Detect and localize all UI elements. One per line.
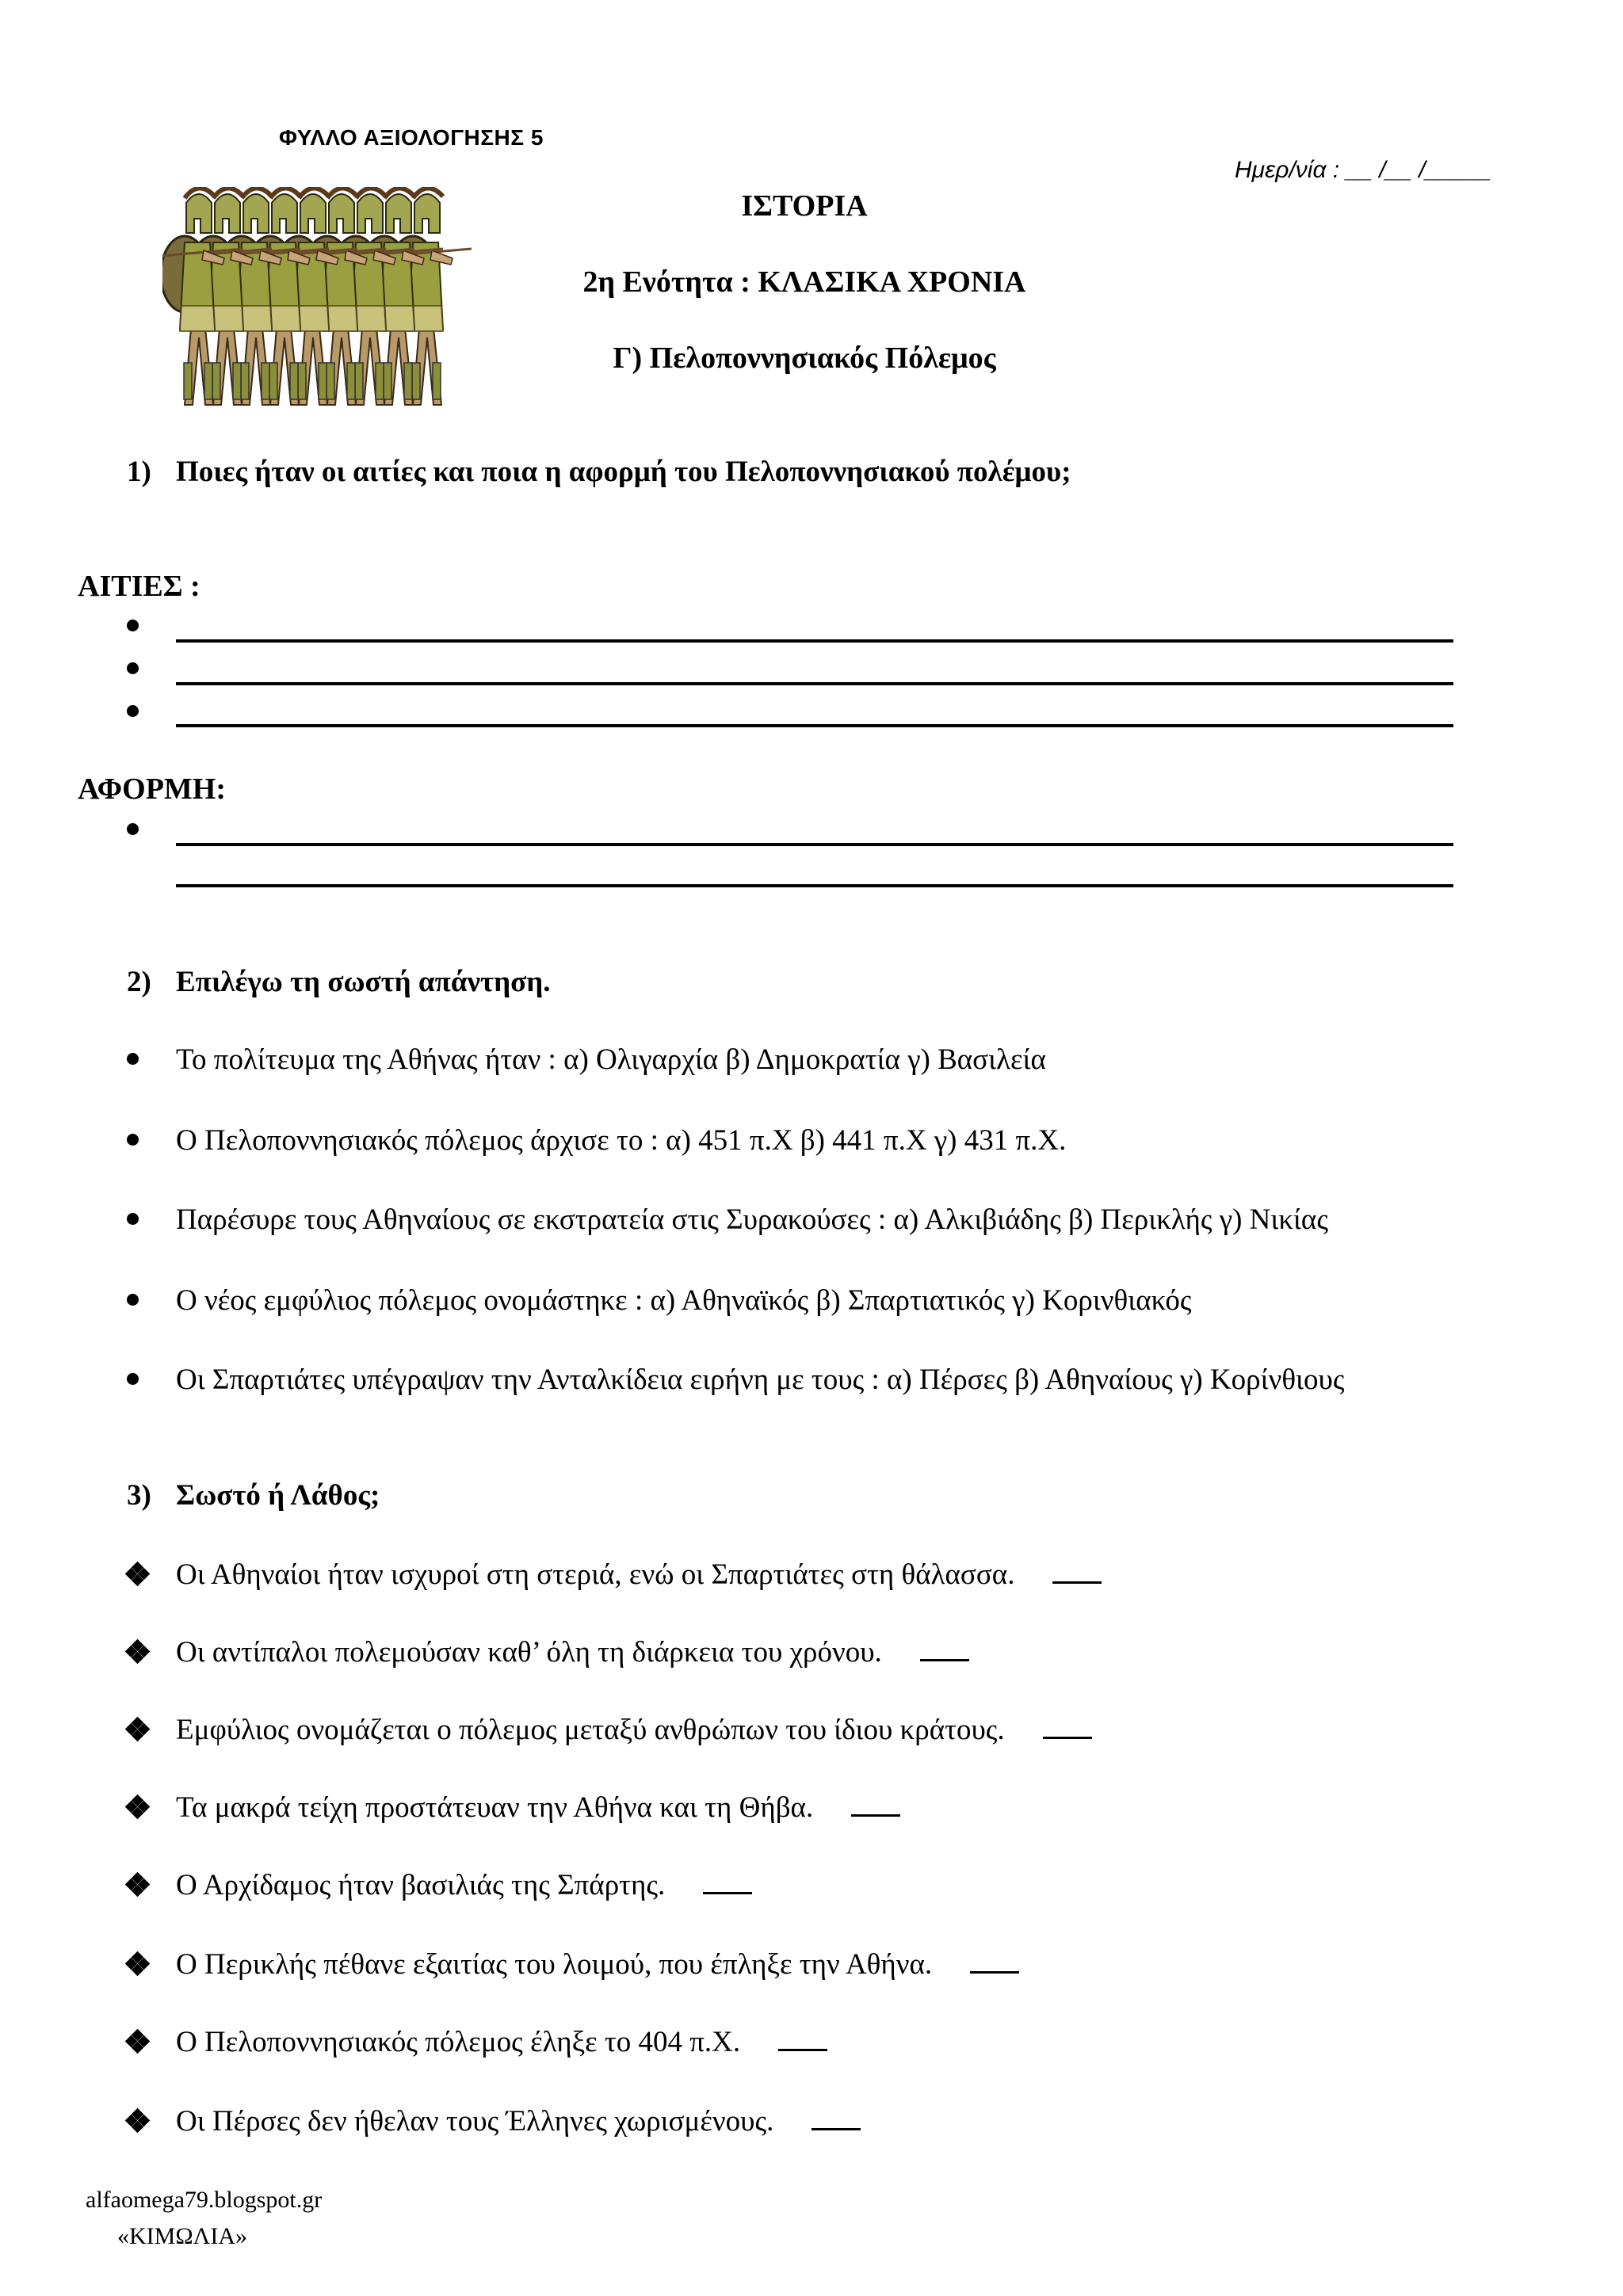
item-text: Οι Αθηναίοι ήταν ισχυροί στη στεριά, ενώ οι Σπαρτιάτες στη θάλασσα. bbox=[176, 1558, 1015, 1591]
true-false-item bbox=[127, 1868, 752, 1902]
question-1 bbox=[127, 455, 1071, 489]
item-text: Οι Σπαρτιάτες υπέγραψαν την Ανταλκίδεια ειρήνη με τους : α) Πέρσες β) Αθηναίους γ) Κορίνθιους bbox=[176, 1363, 1345, 1396]
question-text: Σωστό ή Λάθος; bbox=[176, 1479, 380, 1512]
item-text: Το πολίτευμα της Αθήνας ήταν : α) Ολιγαρχία β) Δημοκρατία γ) Βασιλεία bbox=[176, 1043, 1046, 1076]
multiple-choice-item[interactable] bbox=[127, 1203, 1328, 1237]
question-text: Επιλέγω τη σωστή απάντηση. bbox=[176, 966, 551, 998]
item-text: Ο Πελοποννησιακός πόλεμος έληξε το 404 π.Χ. bbox=[176, 2026, 741, 2058]
diamond-bullet-icon bbox=[127, 1563, 149, 1585]
question-text: Ποιες ήταν οι αιτίες και ποια η αφορμή του Πελοποννησιακού πολέμου; bbox=[176, 456, 1071, 488]
item-text: Ο Περικλής πέθανε εξαιτίας του λοιμού, που έπληξε την Αθήνα. bbox=[176, 1948, 933, 1981]
question-number: 3) bbox=[127, 1479, 151, 1512]
diamond-bullet-icon bbox=[127, 1641, 149, 1663]
bullet bbox=[127, 1213, 139, 1225]
footer-blog: alfaomega79.blogspot.gr bbox=[86, 2187, 323, 2213]
item-text: Οι Πέρσες δεν ήθελαν τους Έλληνες χωρισμένους. bbox=[176, 2105, 774, 2138]
subject-title: ΙΣΤΟΡΙΑ bbox=[741, 189, 868, 223]
date-field: Ημερ/νία : __ /__ /_____ bbox=[1235, 157, 1492, 183]
diamond-bullet-icon bbox=[127, 1874, 149, 1896]
question-2 bbox=[127, 965, 551, 999]
bullet bbox=[127, 1294, 139, 1306]
bullet bbox=[127, 620, 139, 631]
true-false-item bbox=[127, 1947, 1019, 1981]
diamond-bullet-icon bbox=[127, 1796, 149, 1818]
item-text: Παρέσυρε τους Αθηναίους σε εκστρατεία στις Συρακούσες : α) Αλκιβιάδης β) Περικλής γ) Νικίας bbox=[176, 1203, 1328, 1236]
item-text: Ο Πελοποννησιακός πόλεμος άρχισε το : α) 451 π.Χ β) 441 π.Χ γ) 431 π.Χ. bbox=[176, 1124, 1067, 1157]
bullet bbox=[127, 1134, 139, 1146]
answer-blank[interactable] bbox=[703, 1868, 752, 1894]
multiple-choice-item[interactable] bbox=[127, 1043, 1046, 1077]
answer-line[interactable] bbox=[176, 724, 1453, 727]
bullet bbox=[127, 823, 139, 835]
trigger-heading: ΑΦΟΡΜΗ: bbox=[78, 772, 227, 806]
item-text: Ο νέος εμφύλιος πόλεμος ονομάστηκε : α) Αθηναϊκός β) Σπαρτιατικός γ) Κορινθιακός bbox=[176, 1284, 1192, 1317]
question-number: 2) bbox=[127, 966, 151, 998]
diamond-bullet-icon bbox=[127, 1718, 149, 1741]
answer-line[interactable] bbox=[176, 639, 1453, 643]
answer-blank[interactable] bbox=[970, 1947, 1019, 1974]
footer-name: «ΚΙΜΩΛΙΑ» bbox=[117, 2223, 248, 2249]
true-false-item bbox=[127, 2104, 861, 2138]
true-false-item bbox=[127, 1713, 1092, 1747]
diamond-bullet-icon bbox=[127, 2110, 149, 2132]
multiple-choice-item[interactable] bbox=[127, 1363, 1344, 1397]
answer-line[interactable] bbox=[176, 843, 1453, 846]
true-false-item bbox=[127, 1791, 900, 1825]
answer-blank[interactable] bbox=[851, 1791, 900, 1817]
true-false-item bbox=[127, 1635, 969, 1669]
answer-line[interactable] bbox=[176, 884, 1453, 887]
true-false-item bbox=[127, 1558, 1102, 1592]
answer-line[interactable] bbox=[176, 682, 1453, 685]
causes-heading: ΑΙΤΙΕΣ : bbox=[78, 570, 200, 603]
multiple-choice-item[interactable] bbox=[127, 1283, 1192, 1318]
item-text: Ο Αρχίδαμος ήταν βασιλιάς της Σπάρτης. bbox=[176, 1869, 666, 1901]
answer-blank[interactable] bbox=[1052, 1558, 1102, 1584]
question-3 bbox=[127, 1478, 380, 1512]
worksheet-label: ΦΥΛΛΟ ΑΞΙΟΛΟΓΗΣΗΣ 5 bbox=[279, 125, 544, 150]
bullet bbox=[127, 662, 139, 674]
diamond-bullet-icon bbox=[127, 1953, 149, 1975]
unit-title: 2η Ενότητα : ΚΛΑΣΙΚΑ ΧΡΟΝΙΑ bbox=[582, 265, 1026, 299]
multiple-choice-item[interactable] bbox=[127, 1123, 1066, 1158]
bullet bbox=[127, 1053, 139, 1065]
item-text: Τα μακρά τείχη προστάτευαν την Αθήνα και τη Θήβα. bbox=[176, 1791, 814, 1824]
item-text: Οι αντίπαλοι πολεμούσαν καθ’ όλη τη διάρκεια του χρόνου. bbox=[176, 1636, 882, 1669]
diamond-bullet-icon bbox=[127, 2031, 149, 2053]
true-false-item bbox=[127, 2025, 827, 2059]
bullet bbox=[127, 1373, 139, 1385]
answer-blank[interactable] bbox=[778, 2025, 827, 2051]
question-number: 1) bbox=[127, 456, 151, 488]
answer-blank[interactable] bbox=[1043, 1713, 1092, 1739]
answer-blank[interactable] bbox=[812, 2104, 861, 2130]
bullet bbox=[127, 705, 139, 717]
item-text: Εμφύλιος ονομάζεται ο πόλεμος μεταξύ ανθρώπων του ίδιου κράτους. bbox=[176, 1714, 1005, 1746]
answer-blank[interactable] bbox=[920, 1635, 969, 1661]
lesson-title: Γ) Πελοποννησιακός Πόλεμος bbox=[613, 341, 996, 375]
